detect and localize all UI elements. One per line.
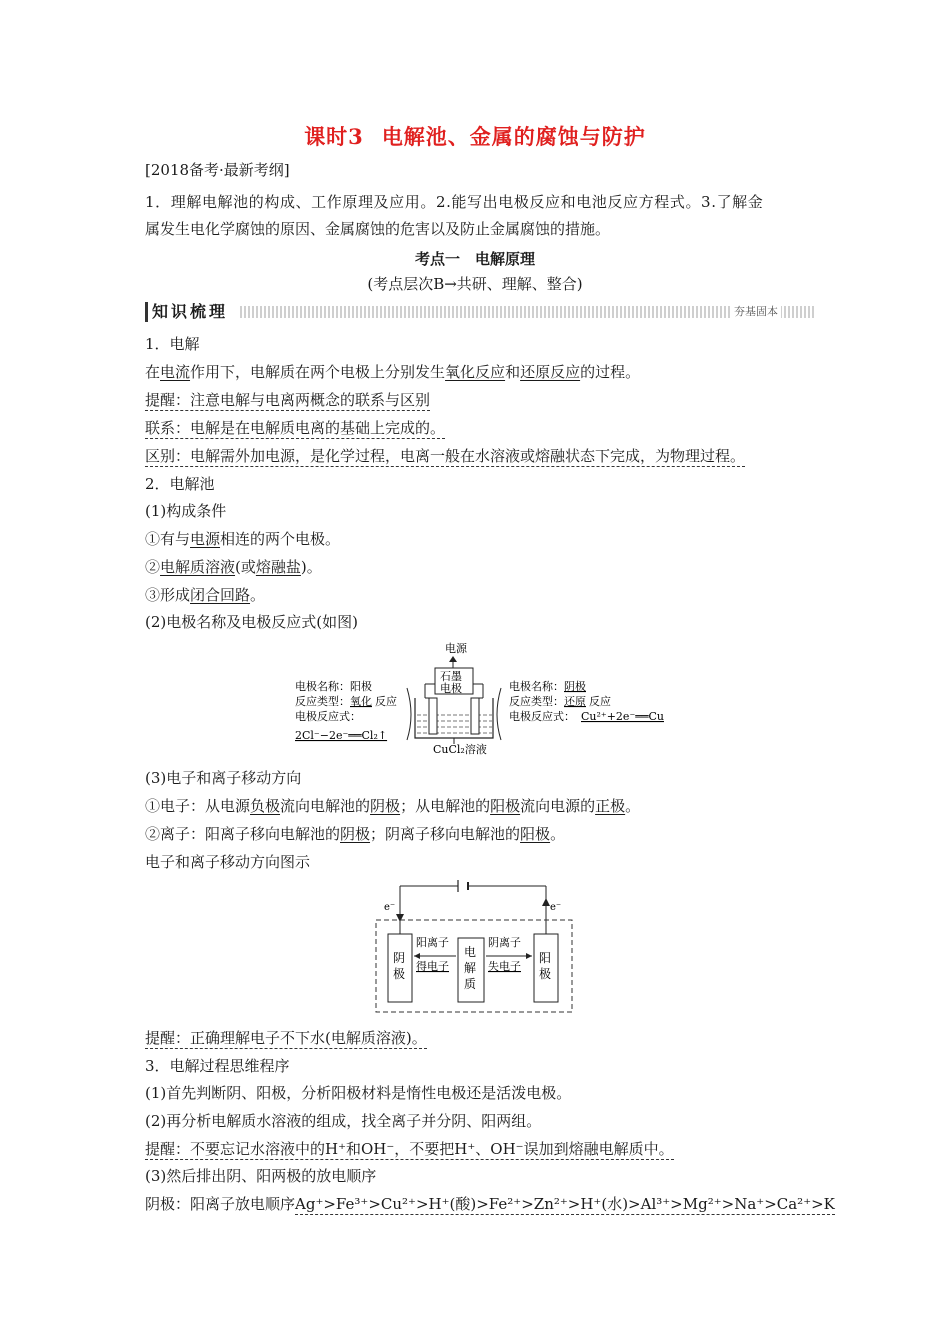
power-label: 电源 (445, 642, 467, 655)
right-electrode-name: 电极名称：阴极 (509, 680, 586, 693)
lesson-topic: 电解池、金属的腐蚀与防护 (381, 124, 646, 149)
anode-char-1: 阳 (539, 951, 552, 965)
step-3: (3)然后排出阴、阳两极的放电顺序 (145, 1167, 377, 1185)
condition-1: ①有与电源相连的两个电极。 (145, 530, 341, 548)
tip-ions: 提醒：不要忘记水溶液中的H⁺和OH⁻，不要把H⁺、OH⁻误加到熔融电解质中。 (145, 1140, 674, 1158)
section-3-heading: 3．电解过程思维程序 (145, 1057, 290, 1075)
step-2: (2)再分析电解质水溶液的组成，找全离子并分阴、阳两组。 (145, 1112, 542, 1130)
tip-electron: 提醒：正确理解电子不下水(电解质溶液)。 (145, 1029, 427, 1047)
syllabus-line-1: 1．理解电解池的构成、工作原理及应用。2.能写出电极反应和电池反应方程式。3.了解金 (145, 193, 764, 211)
anode-rod (429, 698, 437, 734)
electrolysis-definition: 在电流作用下，电解质在两个电极上分别发生氧化反应和还原反应的过程。 (145, 363, 641, 381)
banner-bar (240, 306, 815, 318)
solution-label: CuCl₂溶液 (433, 743, 487, 756)
electrode-heading: (2)电极名称及电极反应式(如图) (145, 613, 358, 631)
cathode-order-label: 阴极：阳离子放电顺序 (145, 1195, 296, 1213)
graphite-label-1: 石墨 (440, 670, 462, 683)
cathode-char-2: 极 (393, 967, 406, 981)
right-equation: Cu²⁺+2e⁻══Cu (581, 710, 664, 723)
electron-flow: ①电子：从电源负极流向电解池的阴极；从电解池的阳极流向电源的正极。 (145, 797, 641, 815)
cation-label: 阳离子 (416, 936, 449, 949)
left-electron-label: e⁻ (384, 902, 396, 913)
diagram-caption: 电子和离子移动方向图示 (145, 853, 311, 871)
solution-liquid (416, 712, 492, 737)
left-electrode-name: 电极名称：阳极 (295, 680, 372, 693)
lesson-number: 课时3 (304, 124, 364, 149)
left-equation: 2Cl⁻−2e⁻══Cl₂↑ (295, 729, 388, 742)
movement-heading: (3)电子和离子移动方向 (145, 769, 302, 787)
tip-electrolysis: 提醒：注意电解与电离两概念的联系与区别 (145, 391, 431, 409)
left-equation-label: 电极反应式： (295, 710, 361, 723)
cathode-order-line (145, 1194, 835, 1214)
cathode-char-1: 阴 (393, 951, 406, 965)
right-electron-label: e⁻ (550, 902, 562, 913)
condition-3: ③形成闭合回路。 (145, 586, 266, 604)
syllabus-tag: [2018备考·最新考纲] (145, 161, 290, 179)
electrolysis-cell-diagram (285, 640, 675, 756)
cathode-order: Ag⁺>Fe³⁺>Cu²⁺>H⁺(酸)>Fe²⁺>Zn²⁺>H⁺(水)>Al³⁺>Mg²⁺>Na⁺>Ca²⁺>K (295, 1195, 835, 1213)
anode-char-2: 极 (539, 967, 552, 981)
banner-tag: 夯基固本 (731, 306, 781, 318)
difference-text: 区别：电解需外加电源，是化学过程，电离一般在水溶液或熔融状态下完成，为物理过程。 (145, 447, 746, 465)
step-1: (1)首先判断阴、阳极，分析阳极材料是惰性电极还是活泼电极。 (145, 1084, 572, 1102)
relation-text: 联系：电解是在电解质电离的基础上完成的。 (145, 419, 446, 437)
power-arrow-head (449, 656, 457, 662)
lose-electron-label: 失电子 (488, 960, 521, 973)
composition-heading: (1)构成条件 (145, 502, 227, 520)
electrolyte-char-3: 质 (464, 977, 477, 991)
ion-flow: ②离子：阳离子移向电解池的阴极；阴离子移向电解池的阳极。 (145, 825, 566, 843)
knowledge-banner (145, 302, 815, 322)
right-equation-label: 电极反应式： (509, 710, 575, 723)
right-electron-arrow (542, 898, 550, 906)
graphite-label-2: 电极 (440, 682, 462, 695)
cathode-rod (471, 698, 479, 734)
electrolyte-char-2: 解 (464, 961, 477, 975)
kaodian-title: 考点一 电解原理 (414, 250, 535, 268)
kaodian-subtitle: (考点层次B→共研、理解、整合) (367, 275, 583, 293)
gain-electron-label: 得电子 (416, 960, 449, 973)
right-reaction-type: 反应类型：还原 反应 (509, 695, 611, 708)
syllabus-line-2: 属发生电化学腐蚀的原因、金属腐蚀的危害以及防止金属腐蚀的措施。 (145, 220, 611, 238)
left-reaction-type: 反应类型：氧化 反应 (295, 695, 397, 708)
banner-label: 知识梳理 (145, 302, 228, 322)
section-1-heading: 1．电解 (145, 335, 200, 353)
electrolyte-char-1: 电 (464, 945, 477, 959)
electron-ion-flow-diagram (370, 876, 578, 1016)
condition-2: ②电解质溶液(或熔融盐)。 (145, 558, 322, 576)
anion-label: 阴离子 (488, 936, 521, 949)
left-electron-arrow (396, 914, 404, 922)
section-2-heading: 2．电解池 (145, 475, 215, 493)
lesson-title (0, 121, 950, 151)
